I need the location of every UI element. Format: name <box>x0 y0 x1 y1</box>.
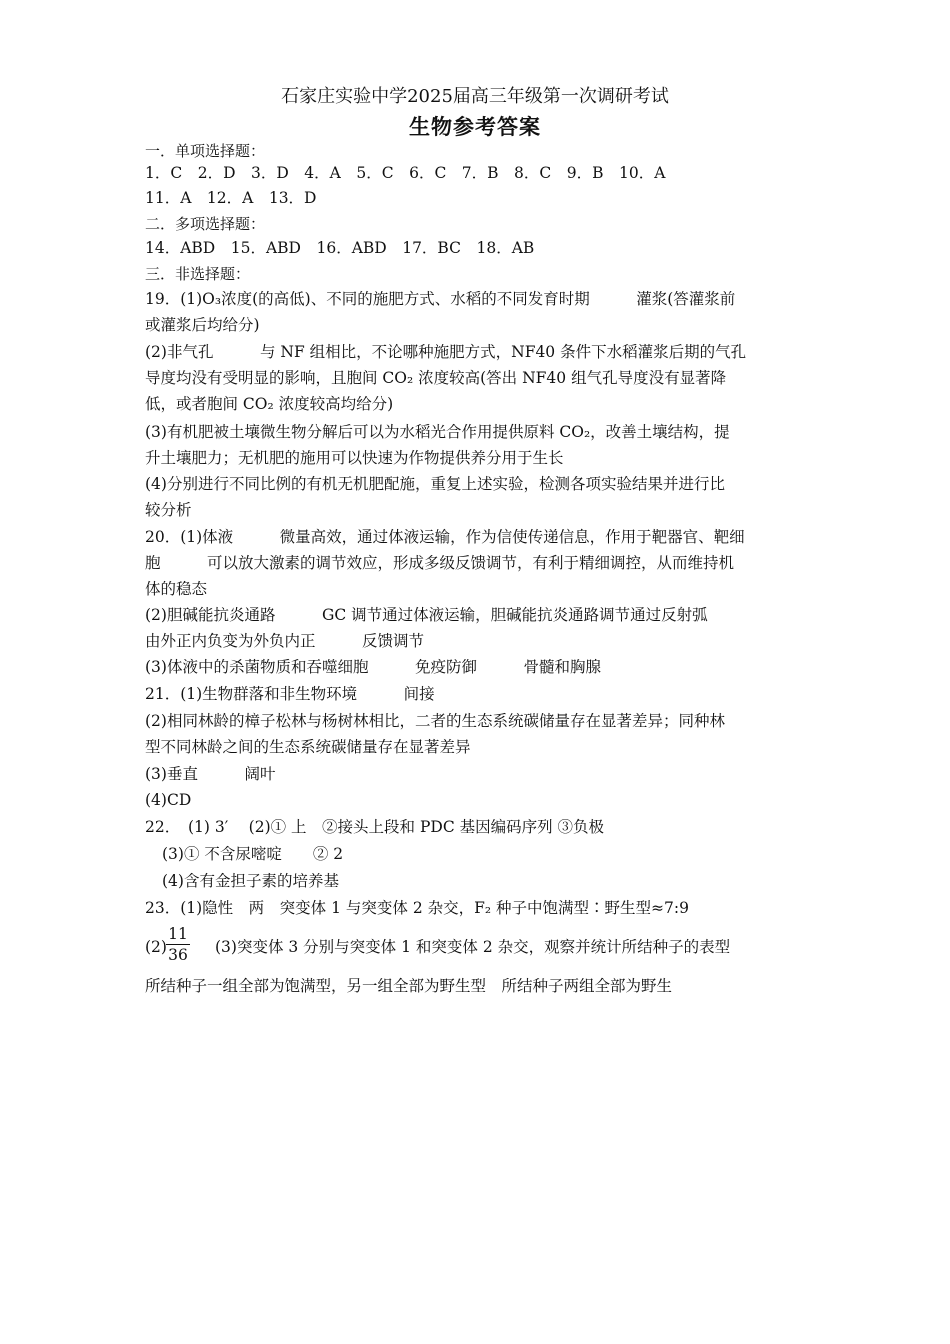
q19-line: 或灌浆后均给分) <box>145 316 260 334</box>
answers-14-18: 14．ABD 15．ABD 16．ABD 17．BC 18．AB <box>145 239 535 257</box>
q19-line: (3)有机肥被土壤微生物分解后可以为水稻光合作用提供原料 CO₂，改善土壤结构，提 <box>145 423 730 441</box>
q19-line: (4)分别进行不同比例的有机无机肥配施，重复上述实验，检测各项实验结果并进行比 <box>145 475 725 493</box>
section-multi-choice: 二．多项选择题： <box>145 215 266 233</box>
q22-line: (4)含有金担子素的培养基 <box>162 872 339 890</box>
q21-line: 型不同林龄之间的生态系统碳储量存在显著差异 <box>145 738 471 756</box>
q21-line: (3)垂直 阔叶 <box>145 765 276 783</box>
q21-line: (4)CD <box>145 791 192 809</box>
q20-line: 体的稳态 <box>145 580 208 598</box>
q20-line: 胞 可以放大激素的调节效应，形成多级反馈调节，有利于精细调控，从而维持机 <box>145 554 735 572</box>
q19-line: 升土壤肥力；无机肥的施用可以快速为作物提供养分用于生长 <box>145 449 564 467</box>
answer-key-heading: 生物参考答案 <box>409 115 541 139</box>
section-single-choice: 一．单项选择题： <box>145 142 266 160</box>
fraction-denominator: 36 <box>168 946 188 964</box>
q19-line: 较分析 <box>145 501 192 519</box>
q20-line: 由外正内负变为外负内正 反馈调节 <box>145 632 425 650</box>
q19-line: 低，或者胞间 CO₂ 浓度较高均给分) <box>145 395 394 413</box>
q22-line: 22． (1) 3′ (2)① 上 ②接头上段和 PDC 基因编码序列 ③负极 <box>145 818 605 836</box>
q23-line: 23．(1)隐性 两 突变体 1 与突变体 2 杂交，F₂ 种子中饱满型∶野生型≈7:9 <box>145 899 689 917</box>
q23-line: 所结种子一组全部为饱满型，另一组全部为野生型 所结种子两组全部为野生 <box>145 977 673 995</box>
q20-line: (3)体液中的杀菌物质和吞噬细胞 免疫防御 骨髓和胸腺 <box>145 658 601 676</box>
fraction-numerator: 11 <box>168 925 188 943</box>
q22-line: (3)① 不含尿嘧啶 ② 2 <box>162 845 344 863</box>
q20-line: 20．(1)体液 微量高效，通过体液运输，作为信使传递信息，作用于靶器官、靶细 <box>145 528 745 546</box>
q21-line: (2)相同林龄的樟子松林与杨树林相比，二者的生态系统碳储量存在显著差异；同种林 <box>145 712 725 730</box>
q19-line: 导度均没有受明显的影响，且胞间 CO₂ 浓度较高(答出 NF40 组气孔导度没有显著降 <box>145 369 727 387</box>
q19-line: (2)非气孔 与 NF 组相比，不论哪种施肥方式，NF40 条件下水稻灌浆后期的气孔 <box>145 343 747 361</box>
fraction-bar <box>166 944 190 945</box>
q20-line: (2)胆碱能抗炎通路 GC 调节通过体液运输，胆碱能抗炎通路调节通过反射弧 <box>145 606 708 624</box>
q23-part2-prefix: (2) <box>145 938 167 956</box>
exam-title: 石家庄实验中学2025届高三年级第一次调研考试 <box>281 86 669 107</box>
section-non-choice: 三．非选择题： <box>145 265 251 283</box>
fraction-11-36 <box>166 925 190 964</box>
q23-line: (3)突变体 3 分别与突变体 1 和突变体 2 杂交，观察并统计所结种子的表型 <box>215 938 731 956</box>
q19-line: 19．(1)O₃浓度(的高低)、不同的施肥方式、水稻的不同发育时期 灌浆(答灌浆前 <box>145 290 736 308</box>
q21-line: 21．(1)生物群落和非生物环境 间接 <box>145 685 435 703</box>
answers-1-10: 1．C 2．D 3．D 4．A 5．C 6．C 7．B 8．C 9．B 10．A <box>145 164 666 182</box>
answers-11-13: 11．A 12．A 13．D <box>145 189 317 207</box>
